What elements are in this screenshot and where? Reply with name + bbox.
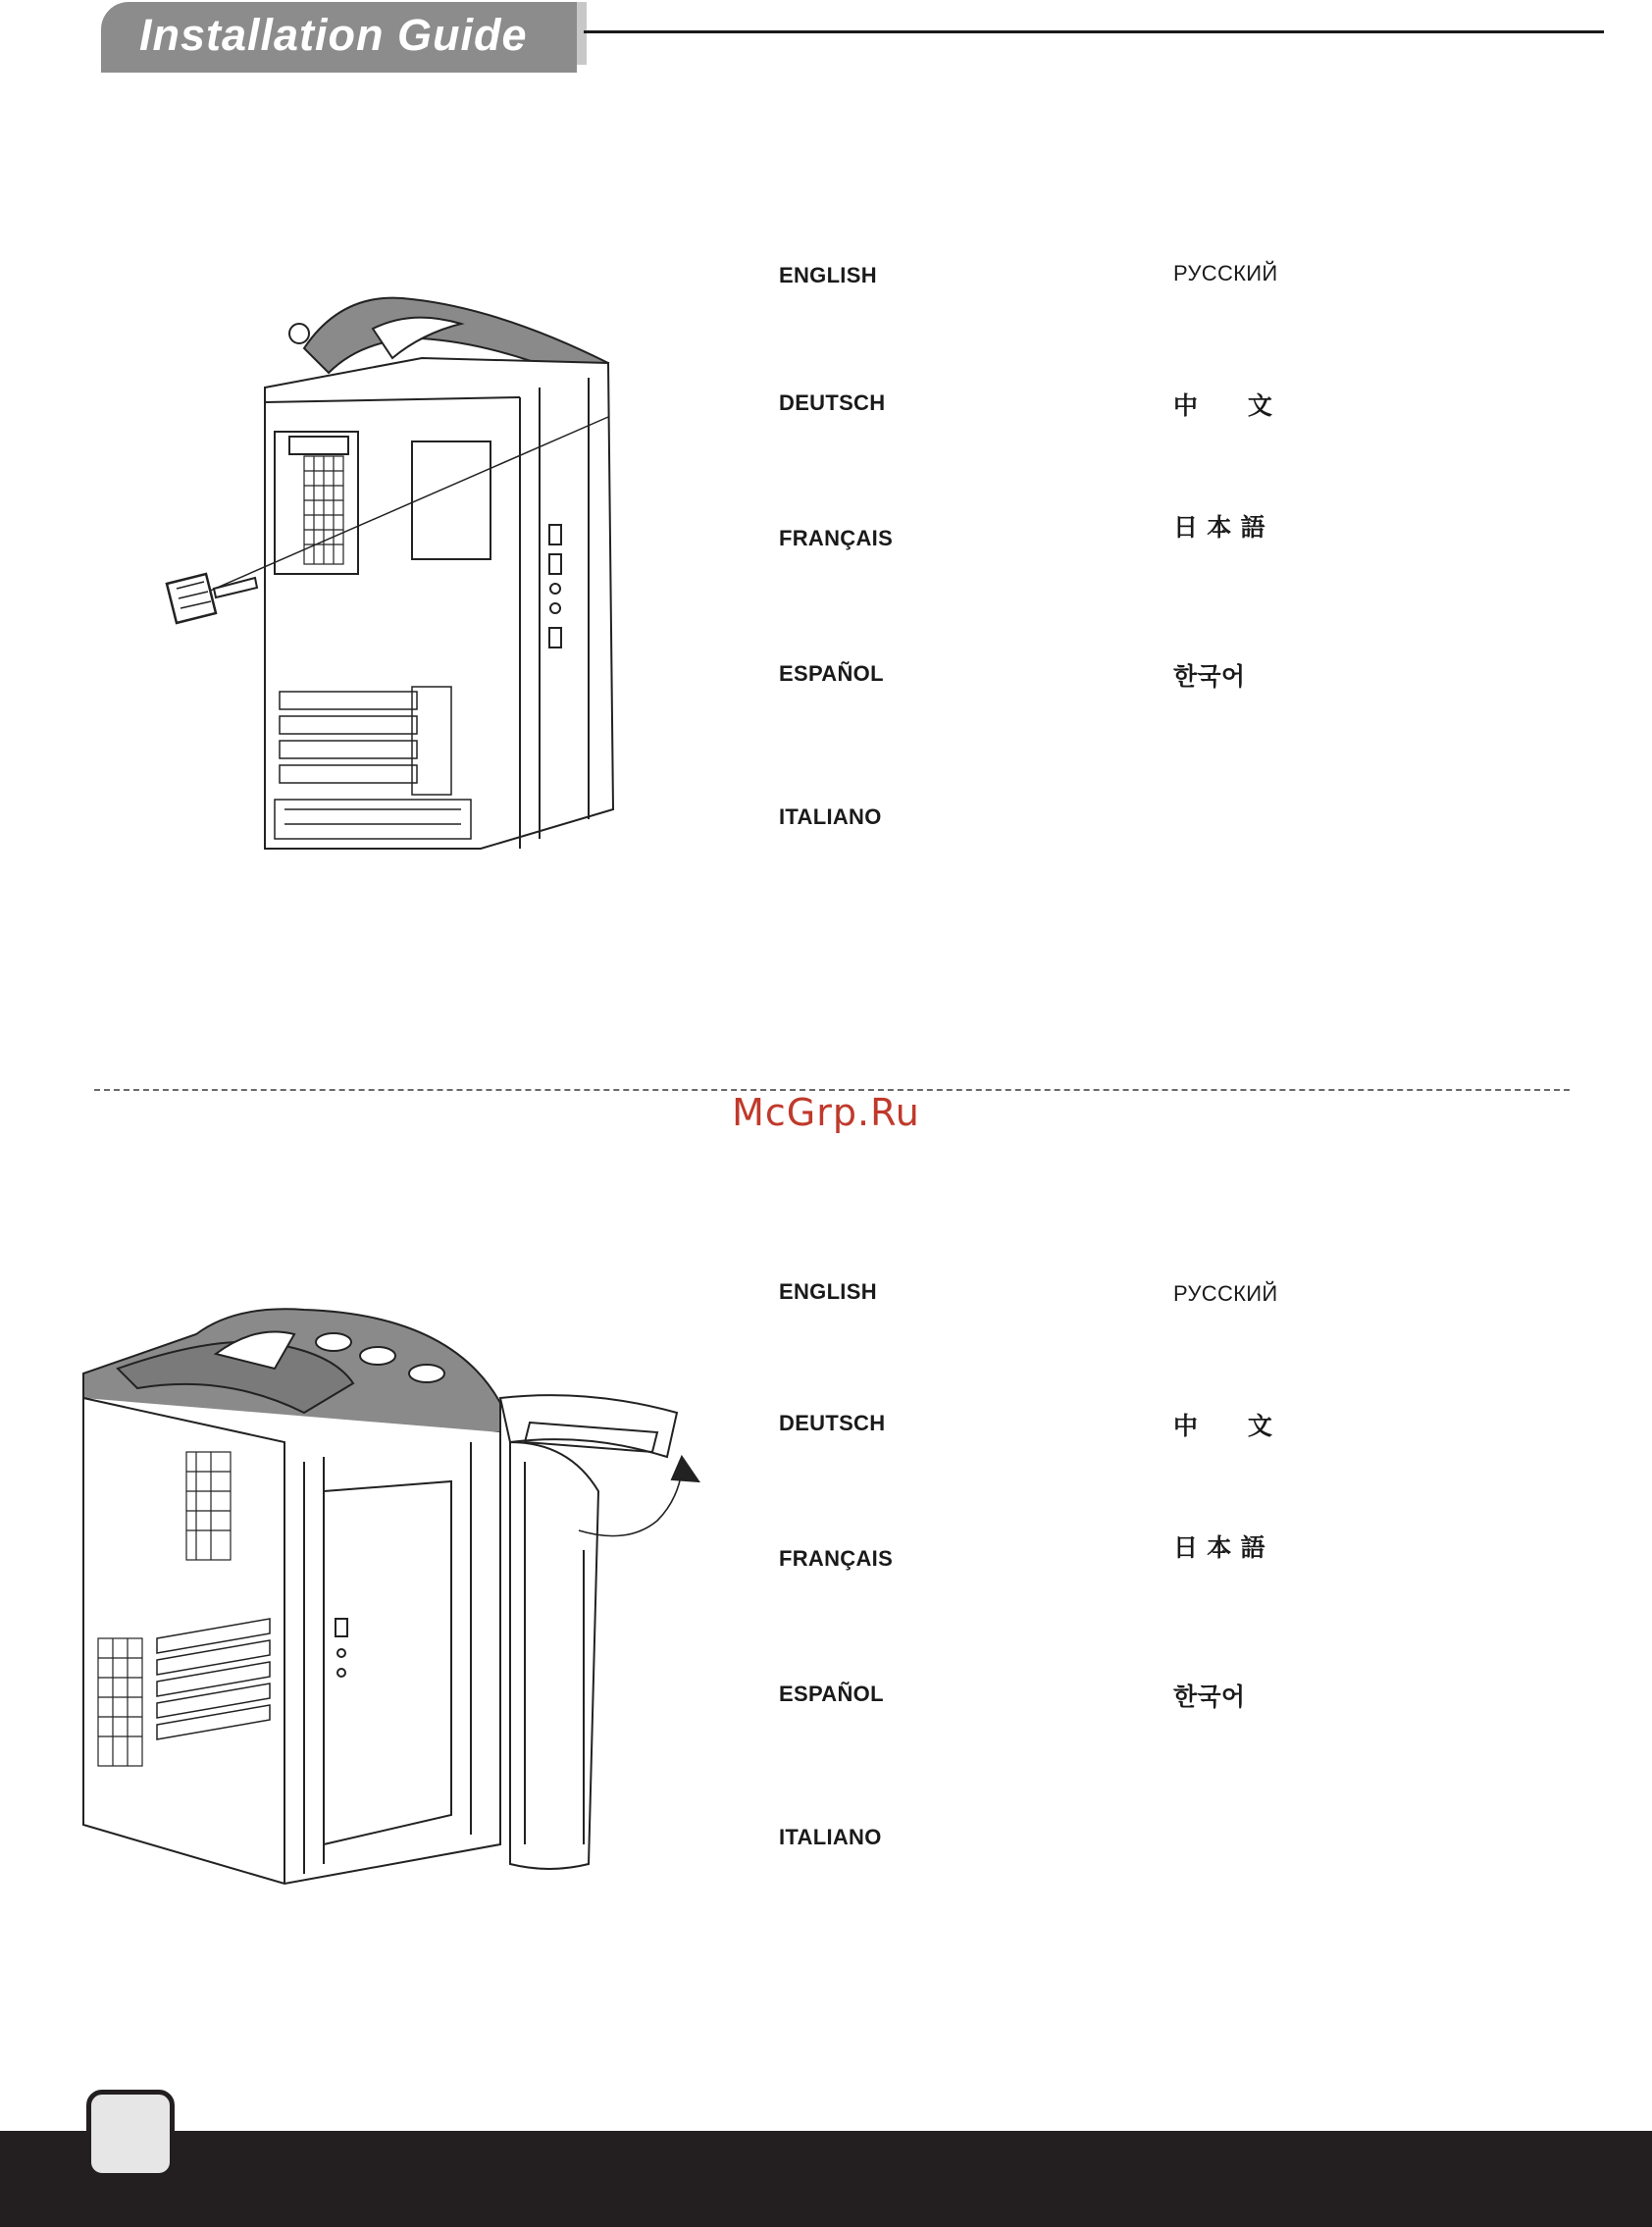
lang-english: ENGLISH bbox=[779, 263, 877, 287]
lang-russian: РУССКИЙ bbox=[1173, 261, 1278, 285]
lang-francais: FRANÇAIS bbox=[779, 526, 894, 550]
lang-espanol-2: ESPAÑOL bbox=[779, 1682, 884, 1706]
lang-korean-2: 한국어 bbox=[1173, 1683, 1246, 1711]
lang-korean: 한국어 bbox=[1173, 662, 1246, 691]
lang-espanol: ESPAÑOL bbox=[779, 661, 884, 686]
lang-italiano: ITALIANO bbox=[779, 804, 882, 829]
case-rear-screw-illustration bbox=[128, 289, 677, 858]
lang-deutsch: DEUTSCH bbox=[779, 390, 886, 415]
lang-italiano-2: ITALIANO bbox=[779, 1825, 882, 1849]
lang-russian-2: РУССКИЙ bbox=[1173, 1281, 1278, 1306]
case-door-open-illustration bbox=[78, 1295, 765, 1903]
lang-japanese-2: 日 本 語 bbox=[1173, 1533, 1265, 1562]
watermark: McGrp.Ru bbox=[732, 1091, 920, 1134]
lang-english-2: ENGLISH bbox=[779, 1279, 877, 1304]
lang-chinese-2: 中 文 bbox=[1173, 1412, 1273, 1440]
page-title: Installation Guide bbox=[139, 10, 528, 60]
lang-chinese: 中 文 bbox=[1173, 391, 1273, 420]
lang-deutsch-2: DEUTSCH bbox=[779, 1411, 886, 1435]
lang-francais-2: FRANÇAIS bbox=[779, 1546, 894, 1571]
footer-bar bbox=[0, 2131, 1652, 2227]
lang-japanese: 日 本 語 bbox=[1173, 513, 1265, 542]
page-number-box bbox=[86, 2090, 175, 2178]
header-rule bbox=[584, 30, 1604, 33]
